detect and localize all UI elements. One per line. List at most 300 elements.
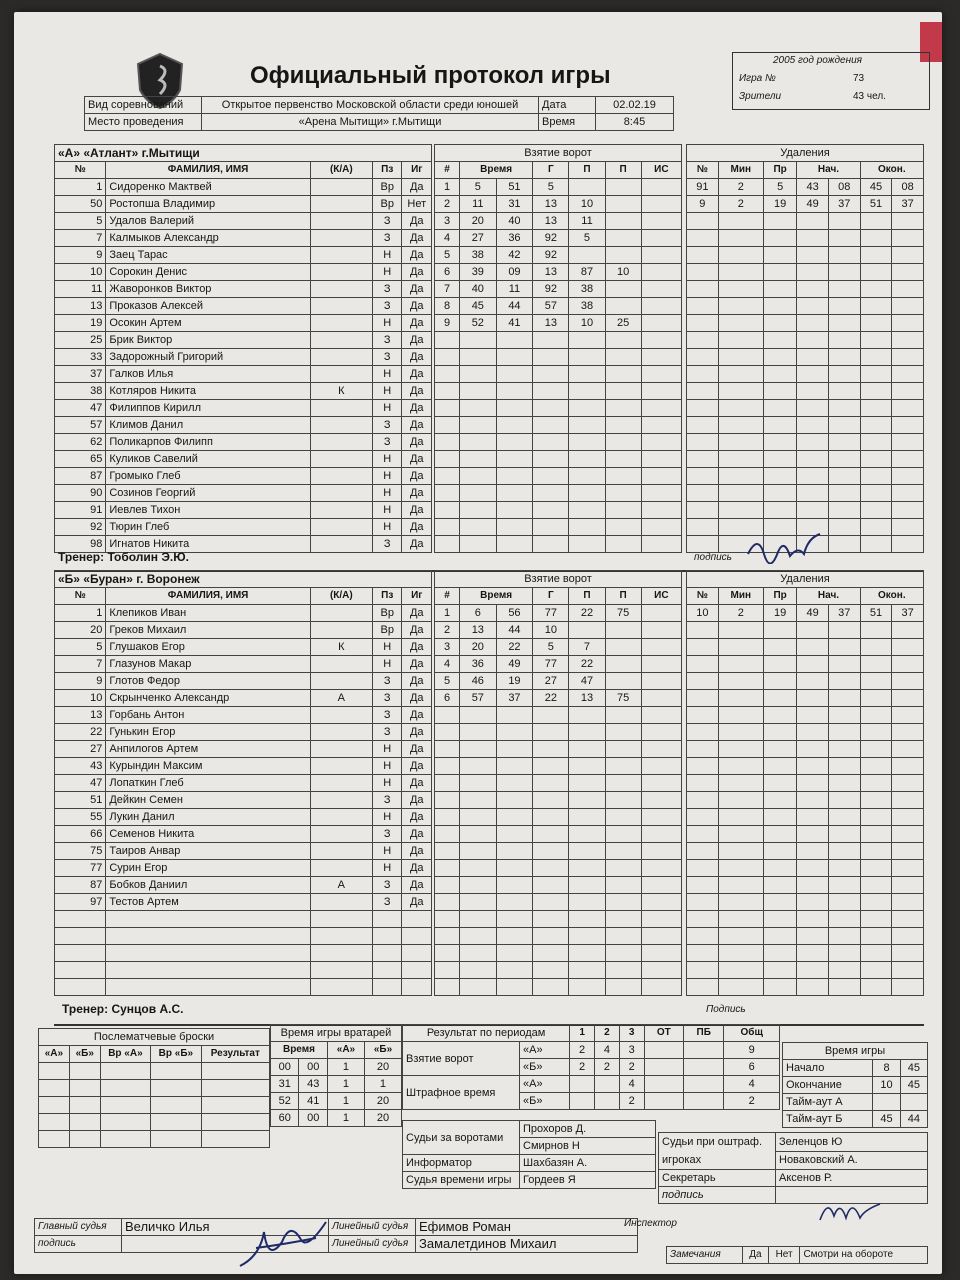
player-name: [106, 979, 310, 996]
penalty-start-sec: [828, 639, 860, 656]
goal-row: [435, 451, 682, 468]
gk-second: 00: [299, 1059, 327, 1076]
player-position: З: [372, 673, 402, 690]
penalty-start-min: [797, 877, 829, 894]
player-number: 25: [55, 332, 106, 349]
player-position: [372, 979, 402, 996]
goal-row: [435, 247, 682, 264]
player-number: 47: [55, 400, 106, 417]
goal-scorer: [533, 809, 569, 826]
penalty-reason: [763, 366, 796, 383]
player-row: [55, 196, 432, 213]
informator: Шахбазян А.: [520, 1155, 656, 1172]
penalty-player: [687, 707, 719, 724]
penalty-reason: [763, 383, 796, 400]
goal-situation: [641, 247, 681, 264]
goal-second: [496, 366, 533, 383]
goal-row: [435, 281, 682, 298]
gk-row: [271, 1059, 402, 1076]
player-number: 51: [55, 792, 106, 809]
goal-number: [435, 962, 460, 979]
goal-second: [496, 502, 533, 519]
goal-minute: [460, 349, 497, 366]
line-ref-2: Замалетдинов Михаил: [416, 1236, 638, 1253]
penalty-row: [687, 502, 924, 519]
cell: [644, 1076, 683, 1093]
penalty-reason: [763, 775, 796, 792]
player-number: 1: [55, 605, 106, 622]
periods-title: Результат по периодам: [403, 1025, 570, 1042]
penalty-start-sec: [828, 979, 860, 996]
goal-assist-2: [605, 451, 641, 468]
goal-minute: [460, 519, 497, 536]
player-number: [55, 911, 106, 928]
p-col-total: Общ: [724, 1025, 780, 1042]
penalty-start-sec: [828, 792, 860, 809]
penalty-end-sec: [892, 741, 924, 758]
shootout-row: [39, 1063, 270, 1080]
penalty-row: [687, 741, 924, 758]
goal-number: 2: [435, 196, 460, 213]
penalty-player: [687, 451, 719, 468]
goal-minute: [460, 741, 497, 758]
gk-b: 20: [364, 1093, 401, 1110]
page-title: Официальный протокол игры: [250, 62, 611, 89]
goal-row: [435, 707, 682, 724]
secretary-sign-label: подпись: [659, 1187, 776, 1204]
team-b-coach: Тренер: Сунцов А.С.: [62, 1002, 184, 1016]
goal-situation: [641, 775, 681, 792]
player-position: З: [372, 417, 402, 434]
goal-number: 1: [435, 605, 460, 622]
spectators: 43 чел.: [853, 91, 886, 102]
penalty-end-min: [860, 417, 892, 434]
penalty-player: [687, 979, 719, 996]
goal-number: [435, 502, 460, 519]
player-name: Иевлев Тихон: [106, 502, 310, 519]
secretary: Аксенов Р.: [776, 1170, 928, 1187]
cell: [69, 1097, 100, 1114]
penalty-player: [687, 622, 719, 639]
goal-second: [496, 809, 533, 826]
penalty-player: [687, 502, 719, 519]
player-number: 65: [55, 451, 106, 468]
team-a-tag: «А»: [520, 1076, 570, 1093]
timeout-b-label: Тайм-аут Б: [783, 1111, 873, 1128]
goal-assist-1: [569, 468, 605, 485]
penalty-start-min: [797, 230, 829, 247]
player-row: [55, 911, 432, 928]
goal-second: [496, 792, 533, 809]
goal-minute: [460, 758, 497, 775]
player-number: 38: [55, 383, 106, 400]
penalty-player: [687, 792, 719, 809]
penalty-minutes: [718, 724, 763, 741]
cell: [201, 1080, 269, 1097]
p-col-pb: ПБ: [684, 1025, 724, 1042]
penalty-player: [687, 911, 719, 928]
protocol-sheet: [14, 12, 942, 1274]
penalty-reason: [763, 298, 796, 315]
penalty-reason: [763, 792, 796, 809]
goal-assist-1: [569, 383, 605, 400]
player-row: [55, 724, 432, 741]
cell: [39, 1063, 70, 1080]
goal-row: [435, 826, 682, 843]
goal-situation: [641, 400, 681, 417]
goal-row: [435, 264, 682, 281]
col-goal-time: Время: [460, 162, 533, 179]
penalty-start-sec: [828, 690, 860, 707]
player-row: [55, 979, 432, 996]
remarks-label: Замечания: [667, 1247, 743, 1264]
player-position: Н: [372, 809, 402, 826]
player-played: Да: [402, 622, 432, 639]
penalty-end-sec: [892, 673, 924, 690]
player-row: [55, 349, 432, 366]
player-role: [310, 417, 372, 434]
penalty-end-sec: [892, 775, 924, 792]
goal-minute: 38: [460, 247, 497, 264]
goal-situation: [641, 622, 681, 639]
player-row: [55, 877, 432, 894]
cell: 4: [619, 1076, 644, 1093]
player-role: А: [310, 877, 372, 894]
informator-label: Информатор: [403, 1155, 520, 1172]
player-played: Да: [402, 536, 432, 553]
penalty-end-min: [860, 639, 892, 656]
penalty-reason: [763, 485, 796, 502]
goal-number: [435, 843, 460, 860]
goal-second: [496, 843, 533, 860]
penalty-start-sec: [828, 519, 860, 536]
penalty-start-sec: [828, 366, 860, 383]
pim-label: Штрафное время: [403, 1076, 520, 1110]
penalty-reason: [763, 315, 796, 332]
penalty-player: [687, 383, 719, 400]
goal-assist-1: 11: [569, 213, 605, 230]
goal-assist-2: [605, 468, 641, 485]
goal-row: [435, 962, 682, 979]
player-number: 7: [55, 656, 106, 673]
penalty-row: [687, 468, 924, 485]
p-col-3: 3: [619, 1025, 644, 1042]
goal-situation: [641, 707, 681, 724]
goal-second: [496, 894, 533, 911]
player-name: Бобков Даниил: [106, 877, 310, 894]
secretary-label: Секретарь: [659, 1170, 776, 1187]
penalty-end-min: [860, 673, 892, 690]
goal-second: [496, 758, 533, 775]
player-number: 1: [55, 179, 106, 196]
penalty-end-min: [860, 434, 892, 451]
penalty-player: [687, 417, 719, 434]
goal-second: [496, 945, 533, 962]
player-role: [310, 605, 372, 622]
player-name: Греков Михаил: [106, 622, 310, 639]
goal-minute: 39: [460, 264, 497, 281]
penalty-end-sec: [892, 213, 924, 230]
player-row: [55, 639, 432, 656]
penalty-reason: [763, 928, 796, 945]
goal-assist-1: [569, 843, 605, 860]
penalty-start-sec: [828, 945, 860, 962]
player-row: [55, 230, 432, 247]
goal-minute: [460, 707, 497, 724]
goal-second: 19: [496, 673, 533, 690]
goal-assist-1: [569, 332, 605, 349]
col-pen-end: Окон.: [860, 162, 923, 179]
goal-situation: [641, 656, 681, 673]
player-name: Филиппов Кирилл: [106, 400, 310, 417]
goal-second: 37: [496, 690, 533, 707]
cell: 4: [724, 1076, 780, 1093]
penalty-minutes: [718, 434, 763, 451]
penbox-2: Новаковский А.: [776, 1151, 928, 1170]
goal-second: 40: [496, 213, 533, 230]
goal-assist-2: [605, 519, 641, 536]
penalty-start-min: [797, 383, 829, 400]
cell: [151, 1063, 201, 1080]
goal-scorer: [533, 843, 569, 860]
penalty-reason: [763, 962, 796, 979]
penalty-minutes: [718, 792, 763, 809]
player-position: З: [372, 536, 402, 553]
col-goal-p1: П: [569, 162, 605, 179]
penalty-player: [687, 434, 719, 451]
player-position: Вр: [372, 622, 402, 639]
player-played: [402, 911, 432, 928]
penalty-start-min: [797, 349, 829, 366]
goal-assist-2: 25: [605, 315, 641, 332]
col-play: Иг: [402, 162, 432, 179]
penalty-start-min: [797, 911, 829, 928]
gk-a: 1: [327, 1093, 364, 1110]
player-row: [55, 213, 432, 230]
penalty-start-min: [797, 434, 829, 451]
cell: [100, 1097, 150, 1114]
player-name: Осокин Артем: [106, 315, 310, 332]
penalty-minutes: [718, 622, 763, 639]
penalty-end-min: [860, 962, 892, 979]
goal-row: [435, 485, 682, 502]
penalty-minutes: [718, 656, 763, 673]
player-position: З: [372, 826, 402, 843]
col-no: №: [55, 162, 106, 179]
penalty-end-min: [860, 264, 892, 281]
penalty-end-min: [860, 366, 892, 383]
col-pen-no: №: [687, 588, 719, 605]
penalty-start-sec: [828, 434, 860, 451]
goal-assist-1: [569, 179, 605, 196]
penalty-end-sec: [892, 298, 924, 315]
penalty-row: [687, 400, 924, 417]
goal-second: 11: [496, 281, 533, 298]
goal-number: 3: [435, 213, 460, 230]
goal-situation: [641, 179, 681, 196]
goal-minute: [460, 400, 497, 417]
goal-row: [435, 536, 682, 553]
col-pen-start: Нач.: [797, 588, 860, 605]
player-number: 75: [55, 843, 106, 860]
goal-scorer: [533, 741, 569, 758]
goal-assist-1: 22: [569, 605, 605, 622]
goal-second: 42: [496, 247, 533, 264]
goal-minute: [460, 775, 497, 792]
player-position: Н: [372, 502, 402, 519]
player-number: [55, 979, 106, 996]
penalty-row: [687, 809, 924, 826]
penalty-reason: [763, 741, 796, 758]
player-played: Да: [402, 894, 432, 911]
goal-scorer: 22: [533, 690, 569, 707]
penalty-end-min: 51: [860, 196, 892, 213]
player-row: [55, 843, 432, 860]
goal-scorer: [533, 826, 569, 843]
gk-second: 41: [299, 1093, 327, 1110]
penalty-end-min: [860, 247, 892, 264]
goal-row: [435, 775, 682, 792]
goal-minute: 45: [460, 298, 497, 315]
player-played: Да: [402, 451, 432, 468]
goal-assist-2: [605, 860, 641, 877]
penalty-player: [687, 315, 719, 332]
shootout-row: [39, 1131, 270, 1148]
penalty-minutes: [718, 826, 763, 843]
player-played: Да: [402, 656, 432, 673]
goal-assist-2: [605, 536, 641, 553]
penalty-row: [687, 707, 924, 724]
goal-assist-2: [605, 809, 641, 826]
player-number: 10: [55, 690, 106, 707]
penalty-end-min: [860, 911, 892, 928]
goal-second: [496, 860, 533, 877]
p-col-2: 2: [594, 1025, 619, 1042]
penalty-start-min: [797, 860, 829, 877]
game-time-title: Время игры: [783, 1043, 928, 1060]
penalty-end-sec: [892, 690, 924, 707]
goal-minute: 5: [460, 179, 497, 196]
date-label: Дата: [539, 97, 596, 114]
col-goal-p1: П: [569, 588, 605, 605]
player-role: [310, 962, 372, 979]
goal-number: [435, 519, 460, 536]
player-position: Н: [372, 741, 402, 758]
goal-second: 09: [496, 264, 533, 281]
goal-minute: [460, 928, 497, 945]
goal-row: [435, 894, 682, 911]
goal-second: [496, 451, 533, 468]
player-number: 5: [55, 639, 106, 656]
team-b-roster: [54, 570, 432, 996]
cell: [201, 1097, 269, 1114]
col-goal-is: ИС: [641, 588, 681, 605]
penalty-start-sec: [828, 298, 860, 315]
penalty-end-sec: [892, 758, 924, 775]
goal-number: 4: [435, 230, 460, 247]
goal-assist-1: [569, 519, 605, 536]
goal-number: [435, 332, 460, 349]
player-row: [55, 894, 432, 911]
player-number: 13: [55, 298, 106, 315]
shootout-table: [38, 1028, 270, 1148]
goal-assist-1: 38: [569, 281, 605, 298]
goal-assist-1: [569, 979, 605, 996]
player-position: Н: [372, 758, 402, 775]
goal-assist-1: [569, 622, 605, 639]
goal-minute: [460, 860, 497, 877]
goal-assist-2: [605, 383, 641, 400]
penalty-player: [687, 264, 719, 281]
team-b-sign-label: Подпись: [706, 1004, 746, 1015]
penalty-minutes: [718, 213, 763, 230]
penalty-end-sec: [892, 230, 924, 247]
player-row: [55, 281, 432, 298]
penalty-start-sec: [828, 349, 860, 366]
goal-assist-1: [569, 894, 605, 911]
player-name: [106, 911, 310, 928]
goal-number: 9: [435, 315, 460, 332]
player-name: Дейкин Семен: [106, 792, 310, 809]
goal-row: [435, 945, 682, 962]
penalty-player: [687, 349, 719, 366]
penalty-reason: [763, 468, 796, 485]
goal-minute: [460, 536, 497, 553]
goal-row: [435, 673, 682, 690]
player-role: [310, 707, 372, 724]
player-played: Да: [402, 383, 432, 400]
cell: 4: [594, 1042, 619, 1059]
player-name: Тестов Артем: [106, 894, 310, 911]
penalty-row: [687, 758, 924, 775]
player-name: Брик Виктор: [106, 332, 310, 349]
goal-assist-2: [605, 298, 641, 315]
officials-table: [402, 1120, 656, 1189]
penalty-start-min: [797, 247, 829, 264]
penalty-minutes: [718, 281, 763, 298]
penalty-start-sec: [828, 332, 860, 349]
goal-minute: [460, 979, 497, 996]
goal-number: [435, 894, 460, 911]
goal-assist-2: [605, 911, 641, 928]
player-number: 91: [55, 502, 106, 519]
penalty-start-min: [797, 928, 829, 945]
penalty-end-sec: [892, 383, 924, 400]
goal-scorer: [533, 724, 569, 741]
penalty-start-min: 43: [797, 179, 829, 196]
goal-scorer: [533, 383, 569, 400]
goal-row: [435, 315, 682, 332]
penalty-end-min: [860, 502, 892, 519]
player-number: 90: [55, 485, 106, 502]
cell: 2: [570, 1042, 595, 1059]
player-number: [55, 945, 106, 962]
player-role: К: [310, 383, 372, 400]
penalty-start-min: [797, 758, 829, 775]
goal-second: [496, 434, 533, 451]
player-number: 13: [55, 707, 106, 724]
col-pen-min: Мин: [718, 588, 763, 605]
goal-assist-1: [569, 536, 605, 553]
team-b-pen-title: Удаления: [687, 571, 924, 588]
goal-assist-1: 10: [569, 196, 605, 213]
penalty-row: [687, 656, 924, 673]
player-role: [310, 315, 372, 332]
penalty-reason: [763, 894, 796, 911]
player-name: Сидоренко Мактвей: [106, 179, 310, 196]
main-ref-label: Главный судья: [35, 1219, 122, 1236]
goal-second: [496, 911, 533, 928]
